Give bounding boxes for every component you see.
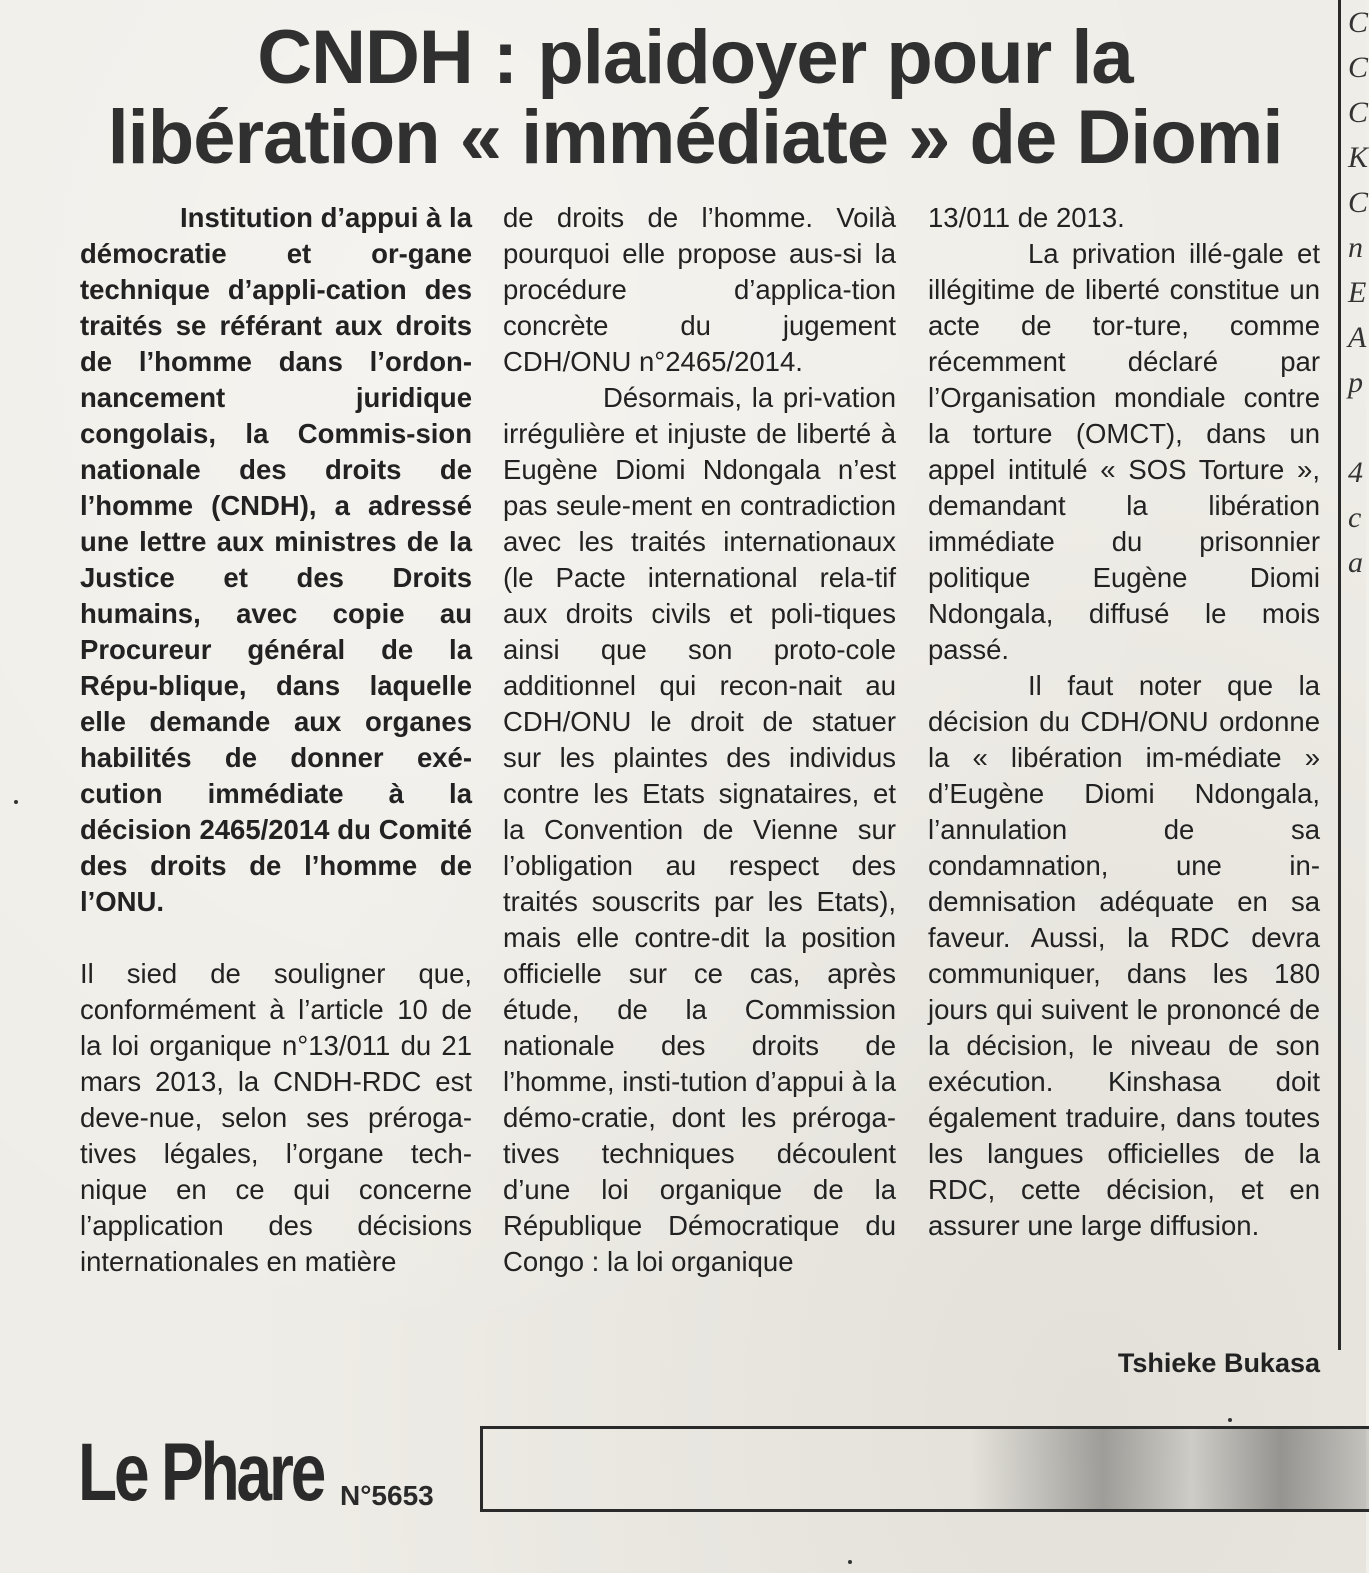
article-lead: Institution d’appui à la démocratie et or-gane technique d’appli-cation des traités se référant aux droits de l’homme dans l’ordon-nancement juridique congolais, la Commis-sion nationale des droits de l’homme (CNDH), a adressé une lettre aux ministres de la Justice et des Droits humains, avec copie au Procureur général de la Répu-blique, dans laquelle elle demande aux organes habilités de donner exé-cution immédiate à la décision 2465/2014 du Comité des droits de l’homme de l’ONU.: [80, 202, 472, 917]
article-paragraph-1: Il sied de souligner que, conformément à l’article 10 de la loi organique n°13/011 du 21 mars 2013, la CNDH-RDC est deve-nue, selon ses préroga-tives légales, l’organe tech-nique en ce qui concerne l’application des décisions internationales en matière: [80, 958, 472, 1277]
article-paragraph-1-continued: de droits de l’homme. Voilà pourquoi elle propose aus-si la procédure d’applica-tion concrète du jugement CDH/ONU n°2465/2014.: [503, 202, 896, 377]
footer-banner-box: [480, 1426, 1369, 1512]
issue-number: N°5653: [340, 1480, 434, 1511]
article-column-1: [80, 200, 472, 1280]
article-column-2: [503, 200, 896, 1280]
column-rule: [1338, 0, 1341, 1350]
article-paragraph-2: Désormais, la pri-vation irrégulière et injuste de liberté à Eugène Diomi Ndongala n’est pas seule-ment en contradiction avec les traités internationaux (le Pacte international rela-tif aux droits civils et poli-tiques ainsi que son proto-cole additionnel qui recon-nait au CDH/ONU le droit de statuer sur les plaintes des individus contre les Etats signataires, et la Convention de Vienne sur l’obligation au respect des traités souscrits par les Etats), mais elle contre-dit la position officielle sur ce cas, après étude, de la Commission nationale des droits de l’homme, insti-tution d’appui à la démo-cratie, dont les préroga-tives techniques découlent d’une loi organique de la République Démocratique du Congo : la loi organique: [503, 382, 896, 1277]
ink-speck: [848, 1560, 852, 1564]
ink-speck: [14, 800, 18, 804]
article-paragraph-3: La privation illé-gale et illégitime de liberté constitue un acte de tor-ture, comme récemment déclaré par l’Organisation mondiale contre la torture (OMCT), dans un appel intitulé « SOS Torture », demandant la libération immédiate du prisonnier politique Eugène Diomi Ndongala, diffusé le mois passé.: [928, 238, 1320, 665]
author-byline: Tshieke Bukasa: [1117, 1348, 1320, 1378]
headline-line-1: CNDH : plaidoyer pour la: [257, 15, 1133, 100]
headline-line-2: libération « immédiate » de Diomi: [107, 95, 1283, 180]
article-paragraph-2-continued: 13/011 de 2013.: [928, 202, 1125, 233]
ink-speck: [1228, 1418, 1232, 1422]
article-column-3: [928, 200, 1320, 1244]
newspaper-name: Le Phare: [78, 1427, 324, 1518]
article-paragraph-4: Il faut noter que la décision du CDH/ONU ordonne la « libération im-médiate » d’Eugène Diomi Ndongala, l’annulation de sa condamnation, une in-demnisation adéquate en sa faveur. Aussi, la RDC devra communiquer, dans les 180 jours qui suivent le prononcé de la décision, le niveau de son exécution. Kinshasa doit également traduire, dans toutes les langues officielles de la RDC, cette décision, et en assurer une large diffusion.: [928, 670, 1320, 1241]
headline: [60, 15, 1330, 180]
adjacent-column-edge: C C C K C n E A p 4 c a: [1348, 6, 1369, 579]
